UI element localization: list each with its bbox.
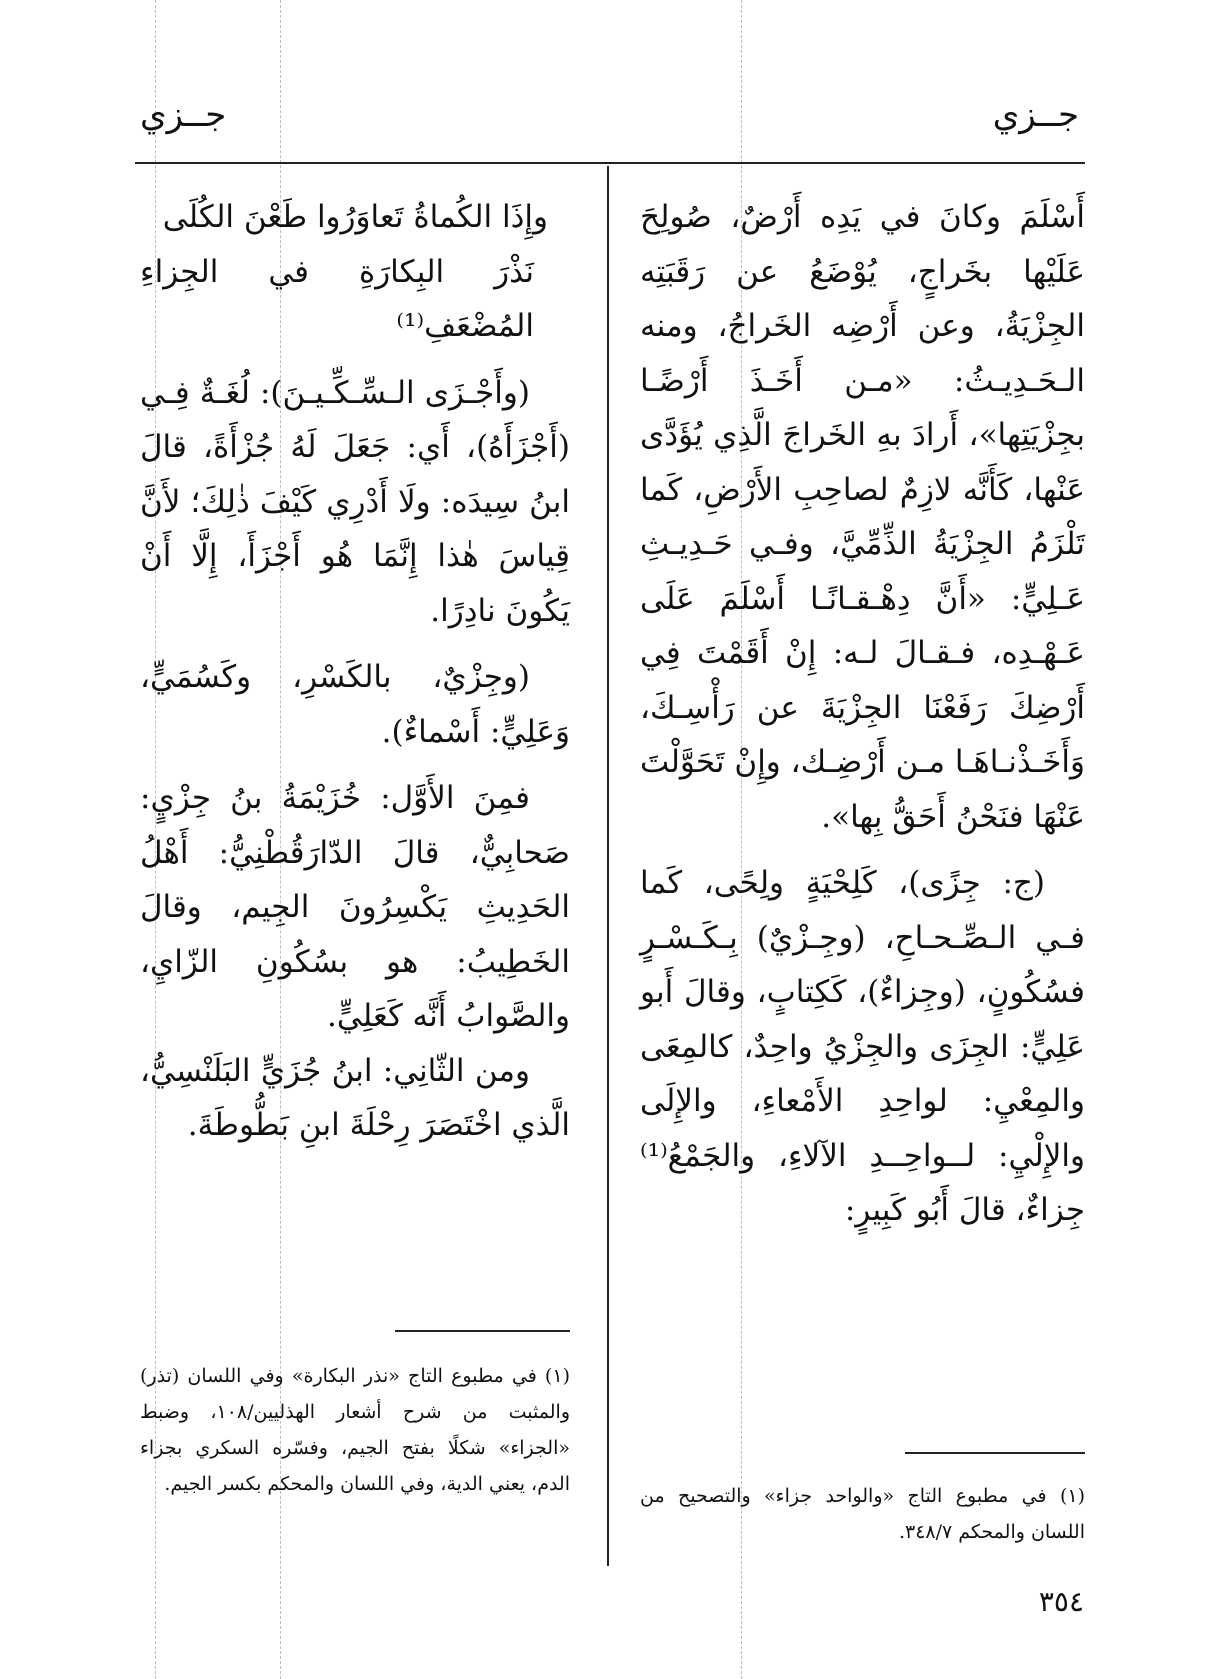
left-paragraph: ومن الثّانِي: ابنُ جُزَيٍّ البَلَنْسِيُّ، الَّذي اخْتَصَرَ رِحْلَةَ ابنِ بَطُّوطَةَ. bbox=[140, 1052, 570, 1143]
right-paragraph: (ج: جِزًى)، كَلِحْيَةٍ ولِحًى، كَما فـي الـصِّـحـاحِ، (وجِـزْيٌ) بِـكَـسْـرٍ فسُكُونٍ، (وجِزاءٌ)، كَكِتابٍ، وقالَ أَبو عَلِيٍّ: الجِزَى والجِزْيُ واحِدٌ، كالمِعَى والمِعْيِ: لواحِدِ الأَمْعاءِ، والإِلَى والإِلْيِ: لــواحِــدِ الآلاءِ، والجَمْعُ⁽¹⁾ جِزاءٌ، قالَ أَبُو كَبِيرٍ: bbox=[640, 865, 1085, 1228]
left-paragraph: (وجِزْيٌ، بالكَسْرِ، وكَسُمَيٍّ، وَعَلِيٍّ: أَسْماءٌ). bbox=[140, 659, 570, 750]
left-paragraph: فمِنَ الأَوَّل: خُزَيْمَةُ بنُ جِزْيٍ: صَحابِيٌّ، قالَ الدّارَقُطْنِيُّ: أَهْلُ الحَدِيثِ يَكْسِرُونَ الجِيم، وقالَ الخَطِيبُ: هو بسُكُونِ الزّايِ، والصَّوابُ أَنَّه كَعَلِيٍّ. bbox=[140, 780, 570, 1034]
footnote-text: (١) في مطبوع التاج «نذر البكارة» وفي اللسان (تذر) والمثبت من شرح أشعار الهذليين/١٠٨، وضبط «الجزاء» شكلًا بفتح الجيم، وفسّره السكري بجزاء الدم، يعني الدية، وفي اللسان والمحكم بكسر الجيم. bbox=[140, 1365, 570, 1495]
verse-line: نَذْرَ البِكارَةِ في الجِزاءِ المُضْعَفِ⁽¹⁾ bbox=[140, 253, 534, 344]
page-number: ٣٥٤ bbox=[1038, 1585, 1084, 1618]
right-paragraph: أَسْلَمَ وكانَ في يَدِه أَرْضٌ، صُولِحَ عَلَيْها بخَراجٍ، يُوْضَعُ عن رَقَبَتِه الجِزْيَةُ، وعن أَرْضِه الخَراجُ، ومنه الـحَـدِيـثُ: «مـن أَخَـذَ أَرْضًـا بجِزْيَتِها»، أَرادَ بهِ الخَراجَ الَّذِي يُؤَدَّى عَنْها، كَأَنَّه لازِمٌ لصاحِبِ الأَرْضِ، كَما تَلْزَمُ الجِزْيَةُ الذِّمِّيَّ، وفـي حَـدِيـثِ عَـلِيٍّ: «أَنَّ دِهْـقـانًـا أَسْلَمَ عَلَى عَـهْـدِه، فـقـالَ لـه: إِنْ أَقَمْتَ فِي أَرْضِكَ رَفَعْنَا الجِزْيَةَ عن رَأْسِـكَ، وَأَخَـذْنـاهَـا مـن أَرْضِـك، وإِنْ تَحَوَّلْتَ عَنْهَا فنَحْنُ أَحَقُّ بِها». bbox=[640, 199, 1085, 835]
header-left-word: جــزي bbox=[140, 95, 227, 135]
left-column bbox=[140, 190, 570, 1153]
footnote-text: (١) في مطبوع التاج «والواحد جزاء» والتصحيح من اللسان والمحكم ٣٤٨/٧. bbox=[640, 1485, 1085, 1543]
footnote-rule-right bbox=[905, 1452, 1085, 1454]
header-right-word: جــزي bbox=[992, 95, 1079, 135]
footnote-left bbox=[140, 1358, 570, 1502]
right-column bbox=[640, 190, 1085, 1238]
column-divider bbox=[607, 166, 609, 1566]
footnote-right bbox=[640, 1478, 1085, 1550]
header-rule bbox=[135, 162, 1085, 164]
verse-line: وإِذَا الكُماةُ تَعاوَرُوا طَعْنَ الكُلَى bbox=[162, 199, 548, 235]
footnote-rule-left bbox=[395, 1330, 570, 1332]
left-paragraph: (وأَجْـزَى الـسِّـكِّـيـنَ): لُغَـةٌ فِـي (أَجْزَأَهُ)، أَي: جَعَلَ لَهُ جُزْأَةً، قالَ ابنُ سِيدَه: ولَا أَدْرِي كَيْفَ ذٰلِكَ؛ لأَنَّ قِياسَ هٰذا إِنَّمَا هُو أَجْزَأَ، إِلَّا أَنْ يَكُونَ نادِرًا. bbox=[140, 374, 570, 629]
